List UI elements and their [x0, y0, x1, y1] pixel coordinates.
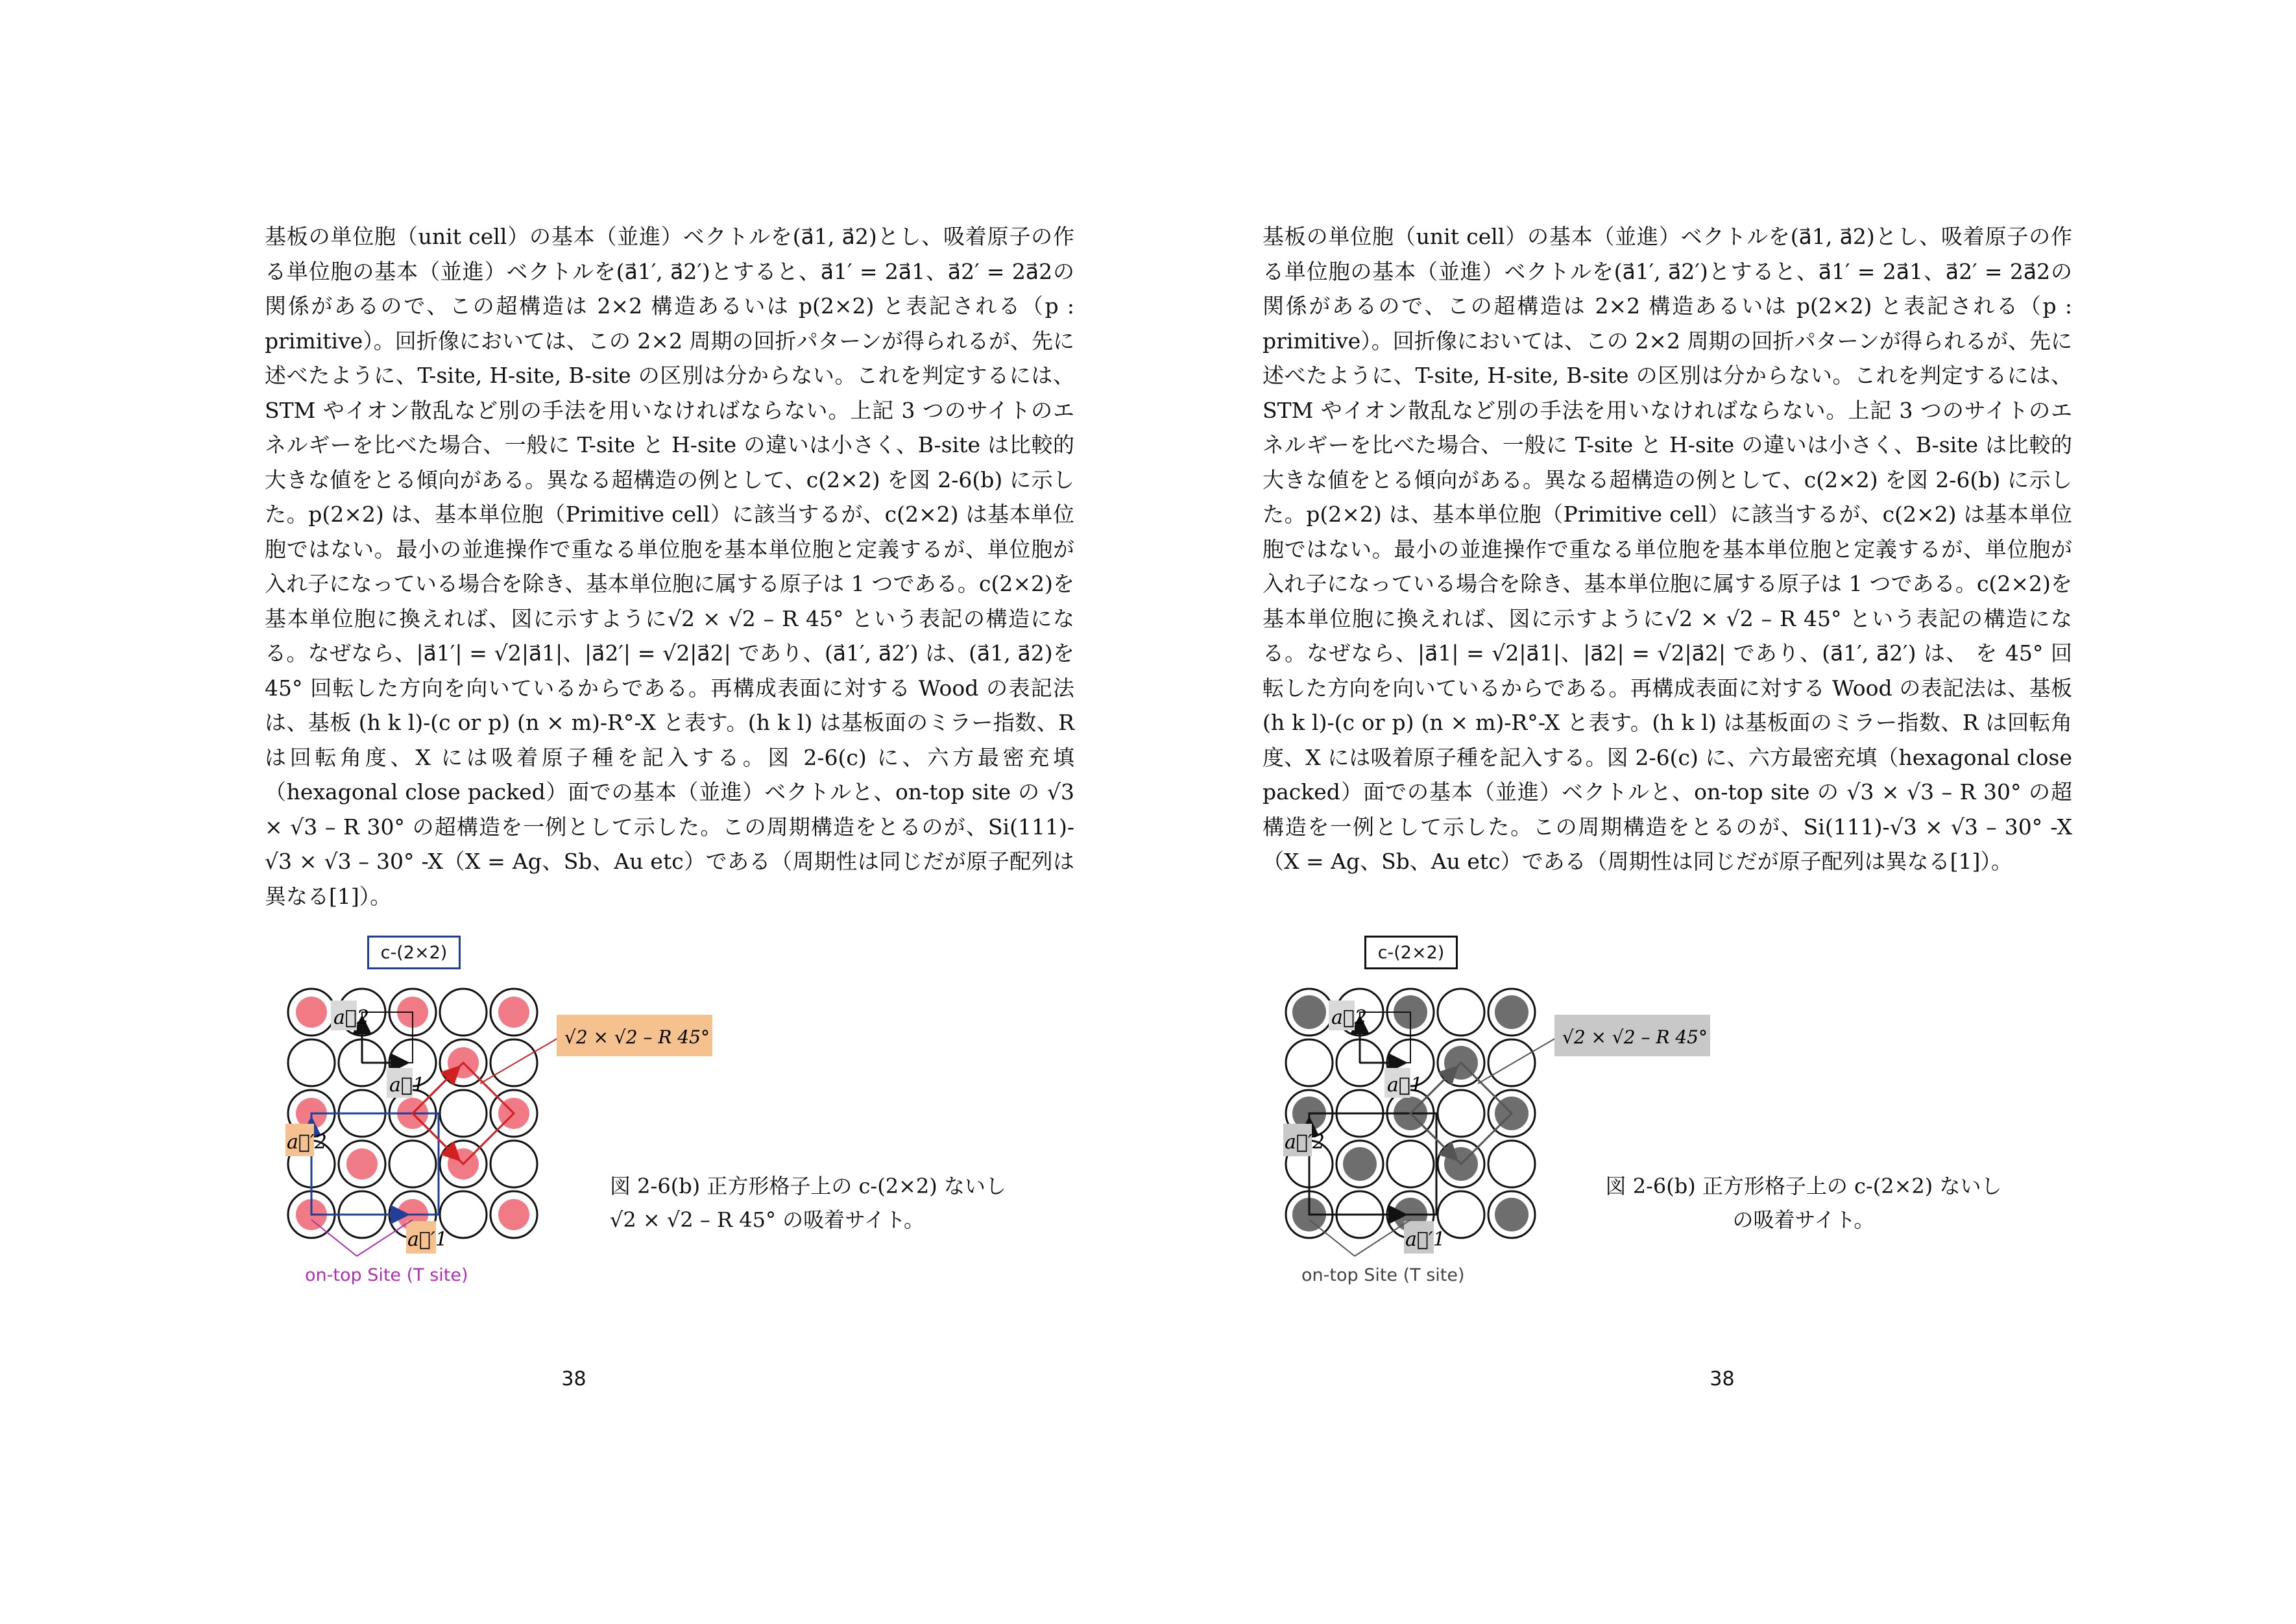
body-paragraph — [265, 219, 1074, 914]
paragraph-text: 基板の単位胞（unit cell）の基本（並進）ベクトルを(a⃗1, a⃗2)とし、吸着原子の作る単位胞の基本（並進）ベクトルを(a⃗1′, a⃗2′)とすると、a⃗1′ = 2a⃗1、a⃗2′ = 2a⃗2の関係があるので、この超構造は 2×2 構造あるいは p(2×2) と表記される（p : primitive）。回折像においては、この 2×2 周期の回折パターンが得られるが、先に述べたように、T-site, H-site, B-site の区別は分からない。これを判定するには、STM やイオン散乱など別の手法を用いなければならない。上記 3 つのサイトのエネルギーを比べた場合、一般に T-site と H-site の違いは小さく、B-site は比較的大きな値をとる傾向がある。異なる超構造の例として、c(2×2) を図 2-6(b) に示した。p(2×2) は、基本単位胞（Primitive cell）に該当するが、c(2×2) は基本単位胞ではない。最小の並進操作で重なる単位胞を基本単位胞と定義するが、単位胞が入れ子になっている場合を除き、基本単位胞に属する原子は 1 つである。c(2×2)を基本単位胞に換えれば、図に示すように√2 × √2 – R 45° という表記の構造になる。なぜなら、|a⃗1| = √2|a⃗1|、|a⃗2| = √2|a⃗2| であり、(a⃗1′, a⃗2′) は、 を 45° 回転した方向を向いているからである。再構成表面に対する Wood の表記法は、基板 (h k l)-(c or p) (n × m)-R°-X と表す。(h k l) は基板面のミラー指数、R は回転角度、X には吸着原子種を記入する。図 2-6(c) に、六方最密充填（hexagonal close packed）面での基本（並進）ベクトルと、on-top site の √3 × √3 – R 30° の超構造を一例として示した。この周期構造をとるのが、Si(111)-√3 × √3 – 30° -X（X = Ag、Sb、Au etc）である（周期性は同じだが原子配列は異なる[1]）。 — [1263, 224, 2072, 874]
figure-caption — [610, 1169, 1090, 1237]
a2-label: a⃗2 — [333, 1006, 369, 1029]
caption-line-2: の吸着サイト。 — [1732, 1207, 1875, 1232]
notation-text: √2 × √2 – R 45° — [1562, 1026, 1708, 1048]
right-page — [1148, 0, 2296, 1624]
site-note: on-top Site (T site) — [1301, 1265, 1465, 1285]
structure-label: c-(2×2) — [1377, 942, 1445, 963]
notation-text: √2 × √2 – R 45° — [564, 1026, 710, 1048]
structure-label-box — [1364, 936, 1458, 969]
site-note: on-top Site (T site) — [305, 1265, 468, 1285]
structure-label-box — [367, 936, 461, 969]
paragraph-text: 基板の単位胞（unit cell）の基本（並進）ベクトルを(a⃗1, a⃗2)とし、吸着原子の作る単位胞の基本（並進）ベクトルを(a⃗1′, a⃗2′)とすると、a⃗1′ = 2a⃗1、a⃗2′ = 2a⃗2の関係があるので、この超構造は 2×2 構造あるいは p(2×2) と表記される（p : primitive）。回折像においては、この 2×2 周期の回折パターンが得られるが、先に述べたように、T-site, H-site, B-site の区別は分からない。これを判定するには、STM やイオン散乱など別の手法を用いなければならない。上記 3 つのサイトのエネルギーを比べた場合、一般に T-site と H-site の違いは小さく、B-site は比較的大きな値をとる傾向がある。異なる超構造の例として、c(2×2) を図 2-6(b) に示した。p(2×2) は、基本単位胞（Primitive cell）に該当するが、c(2×2) は基本単位胞ではない。最小の並進操作で重なる単位胞を基本単位胞と定義するが、単位胞が入れ子になっている場合を除き、基本単位胞に属する原子は 1 つである。c(2×2)を基本単位胞に換えれば、図に示すように√2 × √2 – R 45° という表記の構造になる。なぜなら、|a⃗1′| = √2|a⃗1|、|a⃗2′| = √2|a⃗2| であり、(a⃗1′, a⃗2′) は、(a⃗1, a⃗2)を 45° 回転した方向を向いているからである。再構成表面に対する Wood の表記法は、基板 (h k l)-(c or p) (n × m)-R°-X と表す。(h k l) は基板面のミラー指数、R は回転角度、X には吸着原子種を記入する。図 2-6(c) に、六方最密充填（hexagonal close packed）面での基本（並進）ベクトルと、on-top site の √3 × √3 – R 30° の超構造を一例として示した。この周期構造をとるのが、Si(111)-√3 × √3 – 30° -X（X = Ag、Sb、Au etc）である（周期性は同じだが原子配列は異なる[1]）。 — [265, 224, 1074, 909]
a1p-label: a⃗′1 — [1405, 1228, 1445, 1251]
figure-caption — [1602, 1169, 2005, 1237]
a2p-label: a⃗′2 — [1285, 1131, 1325, 1154]
page-number: 38 — [1710, 1368, 1735, 1390]
body-paragraph — [1263, 219, 2072, 879]
page-number: 38 — [561, 1368, 586, 1390]
a2p-label: a⃗′2 — [287, 1131, 327, 1154]
a2-label: a⃗2 — [1331, 1006, 1367, 1029]
caption-line-2: √2 × √2 – R 45° の吸着サイト。 — [610, 1207, 925, 1232]
a1p-label: a⃗′1 — [407, 1228, 448, 1251]
caption-line-1: 図 2-6(b) 正方形格子上の c-(2×2) ないし — [1605, 1174, 2002, 1198]
structure-label: c-(2×2) — [380, 942, 448, 963]
a1-label: a⃗1 — [389, 1074, 425, 1097]
caption-line-1: 図 2-6(b) 正方形格子上の c-(2×2) ないし — [610, 1174, 1006, 1198]
a1-label: a⃗1 — [1387, 1074, 1423, 1097]
